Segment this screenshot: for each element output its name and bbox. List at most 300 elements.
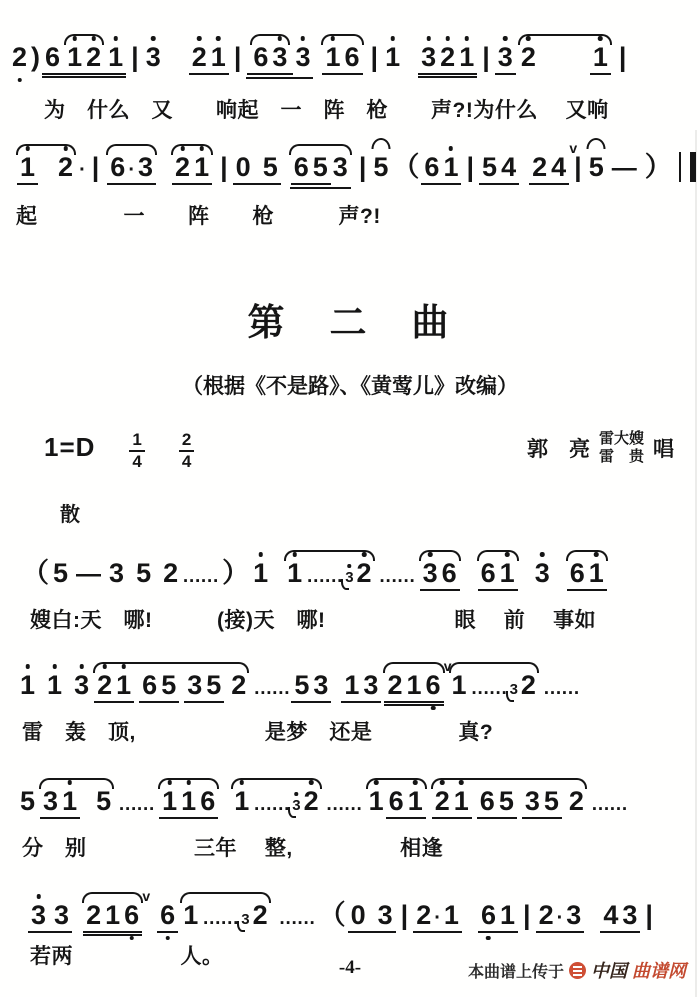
note-value: 3 (622, 900, 638, 930)
note-value: 3 (241, 911, 250, 928)
slur-arc (287, 144, 354, 189)
slur-arc (381, 658, 452, 703)
note-value: 6 (124, 900, 140, 930)
spacer (584, 932, 600, 933)
note-value: 3 (138, 152, 154, 182)
note (106, 44, 125, 71)
beam-group (246, 34, 313, 79)
note (457, 44, 476, 71)
octave-dot-below (486, 936, 491, 941)
spacer (402, 78, 418, 79)
note-value: 1 (325, 42, 341, 72)
note-value: 5 (20, 786, 36, 816)
note-value: 2 (356, 558, 372, 588)
spacer (273, 932, 277, 933)
note (185, 672, 204, 699)
note (198, 788, 217, 815)
note (450, 672, 469, 699)
note-value: ） (222, 558, 250, 588)
note-value: 1 (67, 42, 83, 72)
note (498, 560, 517, 587)
note-value: 5 (206, 670, 222, 700)
note-value: 3 (497, 42, 513, 72)
note-value: 2 (163, 558, 179, 588)
octave-dot-above (428, 552, 433, 557)
octave-dot-above (63, 146, 68, 151)
note-value: 3 (377, 900, 393, 930)
spacer (38, 184, 56, 185)
slur-arc (178, 892, 272, 929)
note-value: ） (644, 152, 672, 182)
beam-group (28, 902, 72, 933)
note (643, 154, 674, 181)
note (41, 788, 60, 815)
spacer (368, 928, 376, 929)
note (304, 567, 344, 586)
octave-dot-above (91, 36, 96, 41)
octave-dot-above (186, 780, 191, 785)
octave-dot-above (348, 564, 352, 568)
note-value: 5 (543, 786, 559, 816)
note (52, 902, 71, 929)
barline: | (482, 42, 490, 72)
song-subtitle: （根据《不是路》、《黄莺儿》改编） (182, 375, 518, 398)
octave-dot-above (216, 36, 221, 41)
time-signature-1-denominator: 4 (132, 451, 142, 471)
note-value: …… (182, 566, 219, 587)
beam-group (386, 788, 426, 819)
note-value: 6 (480, 900, 496, 930)
note-value: 3 (109, 558, 125, 588)
note-value: 1 (183, 900, 199, 930)
note-value: 5 (588, 152, 604, 182)
octave-dot-above (426, 36, 431, 41)
note (65, 44, 84, 71)
octave-dot-above (36, 894, 41, 899)
singer-name-1: 郭 亮 (526, 438, 590, 461)
note-value: 2 (520, 670, 536, 700)
octave-dot-above (331, 36, 336, 41)
note (433, 788, 452, 815)
note-value: …… (378, 566, 415, 587)
spacer (463, 590, 475, 591)
spacer (145, 932, 157, 933)
singer-name-3: 雷 贵 (598, 448, 644, 465)
note-value: 4 (551, 152, 567, 182)
note-value: 5 (373, 152, 389, 182)
music-system-6 (28, 888, 658, 933)
note (606, 156, 643, 181)
fermata-icon (587, 138, 606, 149)
note-value: …… (278, 908, 315, 929)
note-value: 1 (47, 670, 63, 700)
beam-group (600, 902, 640, 933)
note-value: 1 (20, 670, 36, 700)
note (292, 154, 311, 181)
spacer (37, 702, 45, 703)
note (479, 902, 498, 929)
note (45, 672, 64, 699)
note (204, 672, 223, 699)
note (377, 567, 417, 586)
octave-dot-above (459, 780, 464, 785)
note (18, 154, 37, 181)
note (620, 902, 639, 929)
note (292, 672, 311, 699)
note (567, 788, 586, 815)
beam-group (522, 788, 562, 819)
note-value: 1 (162, 786, 178, 816)
note-value: 6 (344, 42, 360, 72)
note-value: 6 (388, 786, 404, 816)
beam-group (17, 154, 38, 185)
barline: | (400, 900, 409, 930)
octave-dot-above (390, 36, 395, 41)
octave-dot-above (309, 780, 314, 785)
octave-dot-above (278, 36, 283, 41)
beam-group (157, 902, 178, 933)
barline: | (645, 900, 653, 930)
slur-arc (319, 34, 365, 75)
octave-dot-above (25, 664, 30, 669)
beam-group (418, 44, 477, 75)
spacer (521, 590, 533, 591)
beam-group (384, 658, 452, 703)
note (60, 788, 79, 815)
note (478, 788, 497, 815)
slur-arc (364, 778, 429, 819)
note (601, 902, 620, 929)
note-value: 5 (53, 558, 69, 588)
spacer (519, 188, 529, 189)
note-value: 5 (294, 670, 310, 700)
beam-group (322, 44, 362, 75)
note-value: 1 (234, 786, 250, 816)
singer-stack (599, 430, 644, 466)
note-value: 1 (210, 42, 226, 72)
octave-dot-above (180, 146, 185, 151)
note-value: 5 (482, 152, 498, 182)
note (103, 902, 122, 929)
octave-dot-above (540, 552, 545, 557)
breath-mark: v (142, 888, 151, 904)
octave-dot-above (113, 36, 118, 41)
note-value: 2 (532, 152, 548, 182)
note-value: （ (318, 900, 346, 930)
spacer (270, 590, 282, 591)
note (438, 44, 457, 71)
octave-dot-above (72, 36, 77, 41)
spacer (253, 180, 261, 181)
note-value: 6 (200, 786, 216, 816)
octave-dot-above (505, 552, 510, 557)
spacer (538, 74, 590, 75)
slur-arc (447, 662, 541, 699)
spacer (163, 78, 189, 79)
note-value: 6 (441, 558, 457, 588)
beam-group (420, 560, 460, 591)
grace-note (291, 798, 301, 813)
note (343, 44, 362, 71)
note (589, 795, 629, 814)
note-value: （ (22, 558, 49, 588)
note-value: …… (306, 566, 343, 587)
note (317, 902, 348, 929)
note (311, 154, 330, 181)
barline: | (233, 42, 242, 72)
note (523, 788, 542, 815)
octave-dot-above (292, 552, 297, 557)
site-name-black: 中国 (591, 961, 627, 981)
note (122, 888, 151, 930)
note (107, 560, 126, 587)
octave-dot-above (199, 146, 204, 151)
note (496, 44, 515, 71)
note (441, 154, 460, 181)
note-value: 2 (538, 900, 554, 930)
note-value: 1 (62, 786, 78, 816)
note-value: 2 (86, 42, 102, 72)
note-value: 2 (520, 42, 536, 72)
time-signature-2-numerator: 2 (179, 430, 194, 452)
note-value: 1 (116, 670, 132, 700)
music-system-2 (14, 140, 696, 189)
beam-group (479, 154, 519, 185)
note (293, 44, 312, 71)
octave-dot-above (197, 36, 202, 41)
barline: | (574, 152, 582, 182)
beam-group (478, 560, 518, 591)
note-value: …… (470, 678, 507, 699)
note-value: 2 (175, 152, 191, 182)
beam-group (42, 34, 126, 75)
note-value: 1 (368, 786, 384, 816)
lyrics-line-2: 起 一 阵 枪 声?! (16, 205, 381, 228)
note-value: 3 (534, 558, 550, 588)
note (480, 154, 499, 181)
note (587, 560, 606, 587)
barline: | (358, 152, 367, 182)
slur-arc (282, 550, 376, 587)
slur-arc (417, 550, 463, 591)
beam-group (159, 788, 218, 819)
note-value: — (611, 154, 637, 182)
slur-arc (248, 34, 292, 71)
note (108, 154, 127, 181)
note (20, 560, 51, 587)
note-value: 2 (12, 42, 28, 72)
beam-group (189, 44, 229, 75)
note-value: 5 (262, 152, 278, 182)
note-value: 3 (363, 670, 379, 700)
note (261, 154, 280, 181)
note-value: 1 (592, 42, 608, 72)
note-value: 4 (603, 900, 619, 930)
barline: | (91, 152, 100, 182)
time-signature-2 (179, 430, 194, 471)
note-value: 1 (443, 152, 459, 182)
spacer (153, 590, 161, 591)
note (95, 672, 114, 699)
final-barline (679, 152, 696, 182)
note (542, 788, 561, 815)
note-value: 1 (407, 786, 423, 816)
note-value: 3 (313, 670, 329, 700)
note (229, 672, 248, 699)
note (78, 160, 87, 180)
note (376, 902, 395, 929)
grace-note (344, 570, 354, 585)
beam-group (290, 154, 351, 189)
note-value: 1 (453, 786, 469, 816)
beam-group (421, 154, 461, 185)
music-system-5 (18, 778, 629, 819)
note (383, 44, 402, 71)
spacer (126, 590, 134, 591)
note (144, 44, 163, 71)
note (533, 560, 552, 587)
watermark-text: 本曲谱上传于 (467, 963, 564, 981)
beam-group (172, 154, 212, 185)
note (18, 788, 37, 815)
slur-arc (229, 778, 323, 815)
note-value: 1 (287, 558, 303, 588)
note-value: 6 (569, 558, 585, 588)
note-value: 1 (499, 558, 515, 588)
spacer (64, 702, 72, 703)
fermata-icon (371, 138, 390, 149)
time-signature-2-denominator: 4 (181, 451, 192, 471)
note-value: 6 (425, 670, 441, 700)
barline: | (523, 900, 531, 930)
note (160, 788, 179, 815)
octave-dot-above (503, 36, 508, 41)
note (324, 795, 364, 814)
time-signature-1-numerator: 1 (129, 430, 144, 452)
note (72, 672, 91, 699)
time-signature-1 (129, 430, 144, 471)
note-value: 1 (344, 670, 360, 700)
note (331, 154, 350, 181)
music-system-1 (10, 34, 631, 79)
octave-dot-above (449, 146, 454, 151)
note-value: 2 (86, 900, 102, 930)
note (29, 902, 48, 929)
note (564, 902, 583, 929)
note-value: 6 (253, 42, 269, 72)
note (390, 154, 421, 181)
note (136, 154, 155, 181)
spacer (221, 818, 229, 819)
note (277, 909, 317, 928)
note-value: 6 (293, 152, 309, 182)
note-value: 1 (194, 152, 210, 182)
note-value: …… (325, 794, 362, 815)
lyrics-line-1: 为 什么 又 响起 一 阵 枪 声?!为什么 又响 (44, 99, 609, 122)
note (43, 44, 62, 71)
slur-arc (37, 778, 116, 819)
octave-dot-above (440, 780, 445, 785)
note (270, 44, 289, 71)
note-value: 4 (501, 152, 517, 182)
note (18, 672, 37, 699)
spacer (331, 702, 341, 703)
note (361, 672, 380, 699)
watermark (468, 957, 686, 983)
beam-group (139, 672, 179, 703)
slur-arc (169, 144, 215, 185)
slur-arc (516, 34, 614, 75)
barline: | (370, 42, 379, 72)
note (190, 44, 209, 71)
note (200, 909, 240, 928)
note (355, 560, 374, 587)
beam-group (107, 154, 156, 185)
note (192, 154, 211, 181)
note (371, 154, 390, 181)
breath-mark: v (569, 140, 578, 156)
note (158, 902, 177, 929)
note-value: 1 (499, 900, 516, 930)
beam-group (83, 888, 151, 933)
note (251, 44, 270, 71)
note (323, 44, 342, 71)
note-value: 3 (332, 152, 348, 182)
note-value: 1 (108, 42, 124, 72)
slur-arc (475, 550, 521, 591)
note-value: …… (202, 908, 239, 929)
note-value: 3 (421, 42, 437, 72)
note-value: 1 (443, 900, 459, 930)
note-value: 1 (385, 42, 401, 72)
site-name-red: 曲谱网 (632, 961, 686, 981)
lyrics-line-4: 雷 轰 顶, 是梦 还是 真? (22, 721, 494, 744)
note-value: 1 (459, 42, 475, 72)
note-value: 2 (434, 786, 450, 816)
beam-group (247, 34, 293, 75)
slur-arc (104, 144, 159, 185)
note (404, 672, 423, 699)
note-value: 2 (303, 786, 319, 816)
note (179, 788, 198, 815)
note (499, 154, 518, 181)
note (419, 44, 438, 71)
note-value: 2 (97, 670, 113, 700)
note (452, 788, 471, 815)
note-value: 1 (451, 670, 467, 700)
note-value: 0 (235, 152, 251, 182)
slur-arc (14, 144, 78, 185)
key-and-meter (44, 432, 194, 471)
breath-mark: v (443, 658, 452, 674)
spacer (313, 78, 319, 79)
octave-dot-above (67, 780, 72, 785)
note (181, 902, 200, 929)
slur-arc (429, 778, 589, 819)
note-value: …… (118, 794, 155, 815)
note-value: 2 (231, 670, 247, 700)
note (94, 788, 113, 815)
beam-group (184, 672, 224, 703)
slur-arc (156, 778, 221, 819)
tempo-mark: 散 (60, 504, 80, 526)
octave-dot-above (598, 36, 603, 41)
note (498, 902, 517, 929)
note-value: 3 (145, 42, 161, 72)
note (556, 908, 565, 928)
note-value: 5 (136, 558, 152, 588)
note-value: 6 (479, 786, 495, 816)
